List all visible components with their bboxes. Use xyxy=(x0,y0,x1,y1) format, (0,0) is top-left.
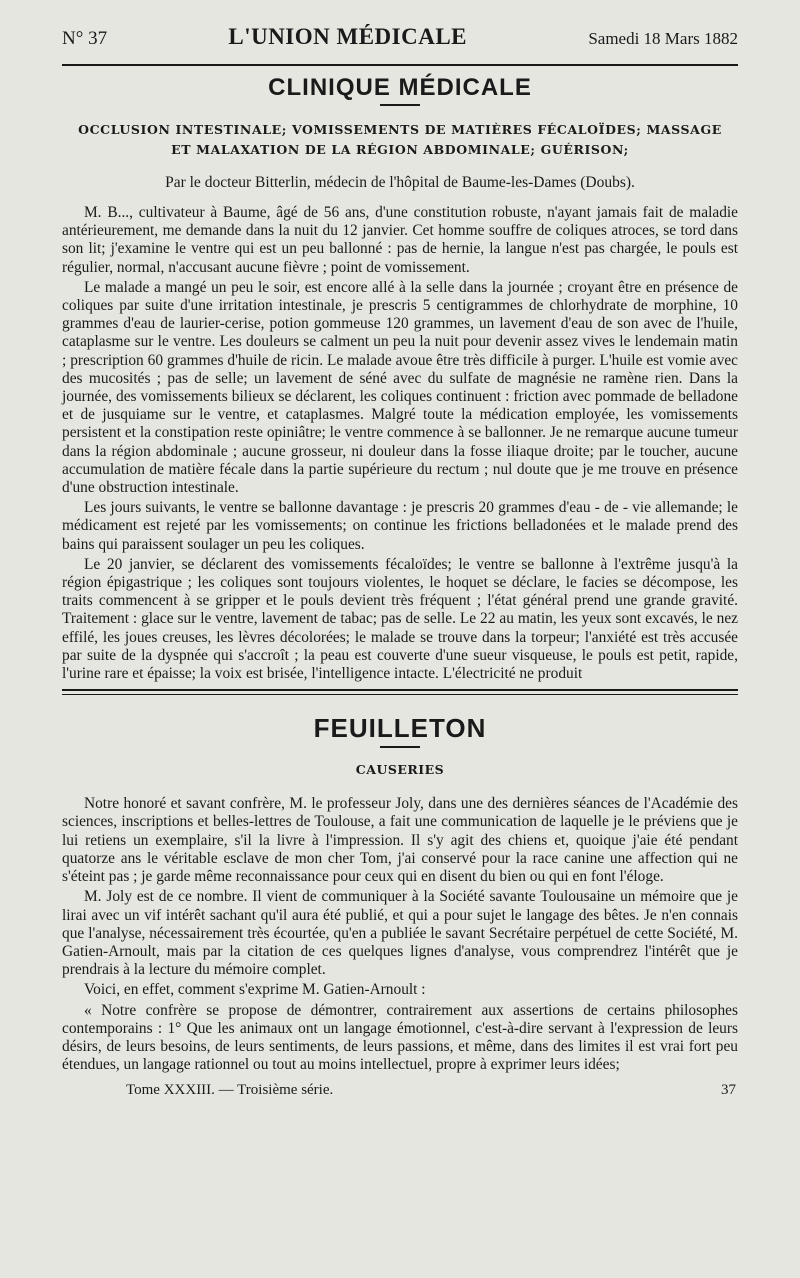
page-footer xyxy=(62,1082,738,1099)
section-title: CLINIQUE MÉDICALE xyxy=(268,74,532,101)
page-header xyxy=(62,24,738,58)
section-divider xyxy=(380,104,420,106)
feuilleton-paragraph: Notre honoré et savant confrère, M. le professeur Joly, dans une des dernières séances de l'Académie des sciences, inscriptions et belles-lettres de Toulouse, a fait une communication de laquelle je le préviens que je lui retiens un exemplaire, s'il la livre à l'impression. Il s'y agit des chiens et, quoique j'aie été pendant quatorze ans le véritable esclave de mon cher Tom, j'ai conservé pour la race canine une affection qui ne s'éteint pas ; je garde même reconnaissance pour ceux qui en disent du bien ou qui en font l'éloge. xyxy=(62,795,738,886)
article-paragraph: Le 20 janvier, se déclarent des vomissements fécaloïdes; le ventre se ballonne à l'extrême jusqu'à la région épigastrique ; les coliques sont toujours violentes, le hoquet se déclare, le facies se décompose, les traits commencent à se gripper et le pouls devient très fréquent ; l'état général prend une grande gravité. Traitement : glace sur le ventre, lavement de tabac; pas de selle. Le 22 au matin, les yeux sont excavés, le nez effilé, les joues creuses, les lèvres décolorées; le malade se trouve dans la torpeur; l'anxiété est très accusée par suite de la dyspnée qui s'accroît ; la peau est couverte d'une sueur visqueuse, le pouls est petit, rapide, l'urine rare et épaisse; la voix est brisée, l'intelligence intacte. L'électricité ne produit xyxy=(62,555,738,683)
issue-number: N° 37 xyxy=(62,28,108,49)
journal-title: L'UNION MÉDICALE xyxy=(228,24,468,49)
volume-info: Tome XXXIII. — Troisième série. xyxy=(126,1082,334,1099)
page-number: 37 xyxy=(721,1082,736,1099)
feuilleton-divider xyxy=(380,746,420,748)
article-body xyxy=(62,204,738,683)
feuilleton-body xyxy=(62,795,738,1074)
header-rule xyxy=(62,64,738,66)
feuilleton-paragraph: Voici, en effet, comment s'exprime M. Gatien-Arnoult : xyxy=(84,981,426,999)
article-paragraph: Le malade a mangé un peu le soir, est encore allé à la selle dans la journée ; croyant être en présence de coliques par suite d'une irritation intestinale, je prescris 5 centigrammes de chlorhydrate de morphine, 10 grammes d'eau de laurier-cerise, potion gommeuse 120 grammes, un lavement d'eau de son avec de l'huile, cataplasme sur le ventre. Les douleurs se calment un peu la nuit pour devenir assez vives le lendemain matin ; prescription 60 grammes d'huile de ricin. Le malade avoue être très difficile à purger. L'huile est vomie avec des mucosités ; pas de selle; un lavement de séné avec du sulfate de magnésie ne ramène rien. Dans la journée, des vomissements bilieux se déclarent, les coliques continuent : friction avec pommade de belladone et de jusquiame sur le ventre, et cataplasmes. Malgré toute la médication employée, les vomissements persistent et la constipation reste opiniâtre; le ventre commence à se ballonner. Je ne remarque aucune tumeur dans la région abdominale ; aucune grosseur, ni douleur dans la fosse iliaque droite; par le toucher, aucune accumulation de matière fécale dans la partie supérieure du rectum ; nul doute que je me trouve en présence d'une obstruction intestinale. xyxy=(62,278,738,497)
issue-date: Samedi 18 Mars 1882 xyxy=(588,29,738,48)
article-title-line: ET MALAXATION DE LA RÉGION ABDOMINALE; GUÉRISON; xyxy=(171,142,629,157)
article-byline: Par le docteur Bitterlin, médecin de l'hôpital de Baume-les-Dames (Doubs). xyxy=(165,174,635,191)
feuilleton-title: FEUILLETON xyxy=(313,713,487,744)
article-title-line: OCCLUSION INTESTINALE; VOMISSEMENTS DE MATIÈRES FÉCALOÏDES; MASSAGE xyxy=(78,122,722,137)
feuilleton-paragraph: M. Joly est de ce nombre. Il vient de communiquer à la Société savante Toulousaine un mémoire que je lirai avec un vif intérêt sachant qu'il aura été publié, et qui a pour sujet le langage des bêtes. Je n'en connais que l'analyse, nécessairement très écourtée, qu'en a publiée le savant Secrétaire perpétuel de cette Société, M. Gatien-Arnoult, mais par la citation de ces quelques lignes d'analyse, vous comprendrez l'intérêt que je prendrais à la lecture du mémoire complet. xyxy=(62,888,738,979)
feuilleton-separator xyxy=(62,689,738,695)
article-title xyxy=(62,120,738,160)
article-paragraph: M. B..., cultivateur à Baume, âgé de 56 ans, d'une constitution robuste, n'ayant jamais fait de maladie antérieurement, me demande dans la nuit du 12 janvier. Cet homme souffre de coliques atroces, se tord dans son lit; j'examine le ventre qui est un peu ballonné : pas de hernie, la langue n'est pas chargée, le pouls est régulier, normal, n'accusant aucune fièvre ; point de vomissement. xyxy=(62,204,738,276)
feuilleton-subtitle: CAUSERIES xyxy=(355,762,445,778)
article-paragraph: Les jours suivants, le ventre se ballonne davantage : je prescris 20 grammes d'eau - de - vie allemande; le médicament est rejeté par les vomissements; on continue les frictions belladonées et le malade prend des bains qui paraissent soulager un peu les coliques. xyxy=(62,499,738,553)
feuilleton-paragraph: « Notre confrère se propose de démontrer, contrairement aux assertions de certains philosophes contemporains : 1° Que les animaux ont un langage émotionnel, c'est-à-dire servant à l'expression de leurs désirs, de leurs besoins, de leurs sentiments, de leurs passions, et même, dans des limites il est vrai fort peu étendues, un langage rationnel ou tout au moins intellectuel, propre à exprimer leurs idées; xyxy=(62,1001,738,1074)
